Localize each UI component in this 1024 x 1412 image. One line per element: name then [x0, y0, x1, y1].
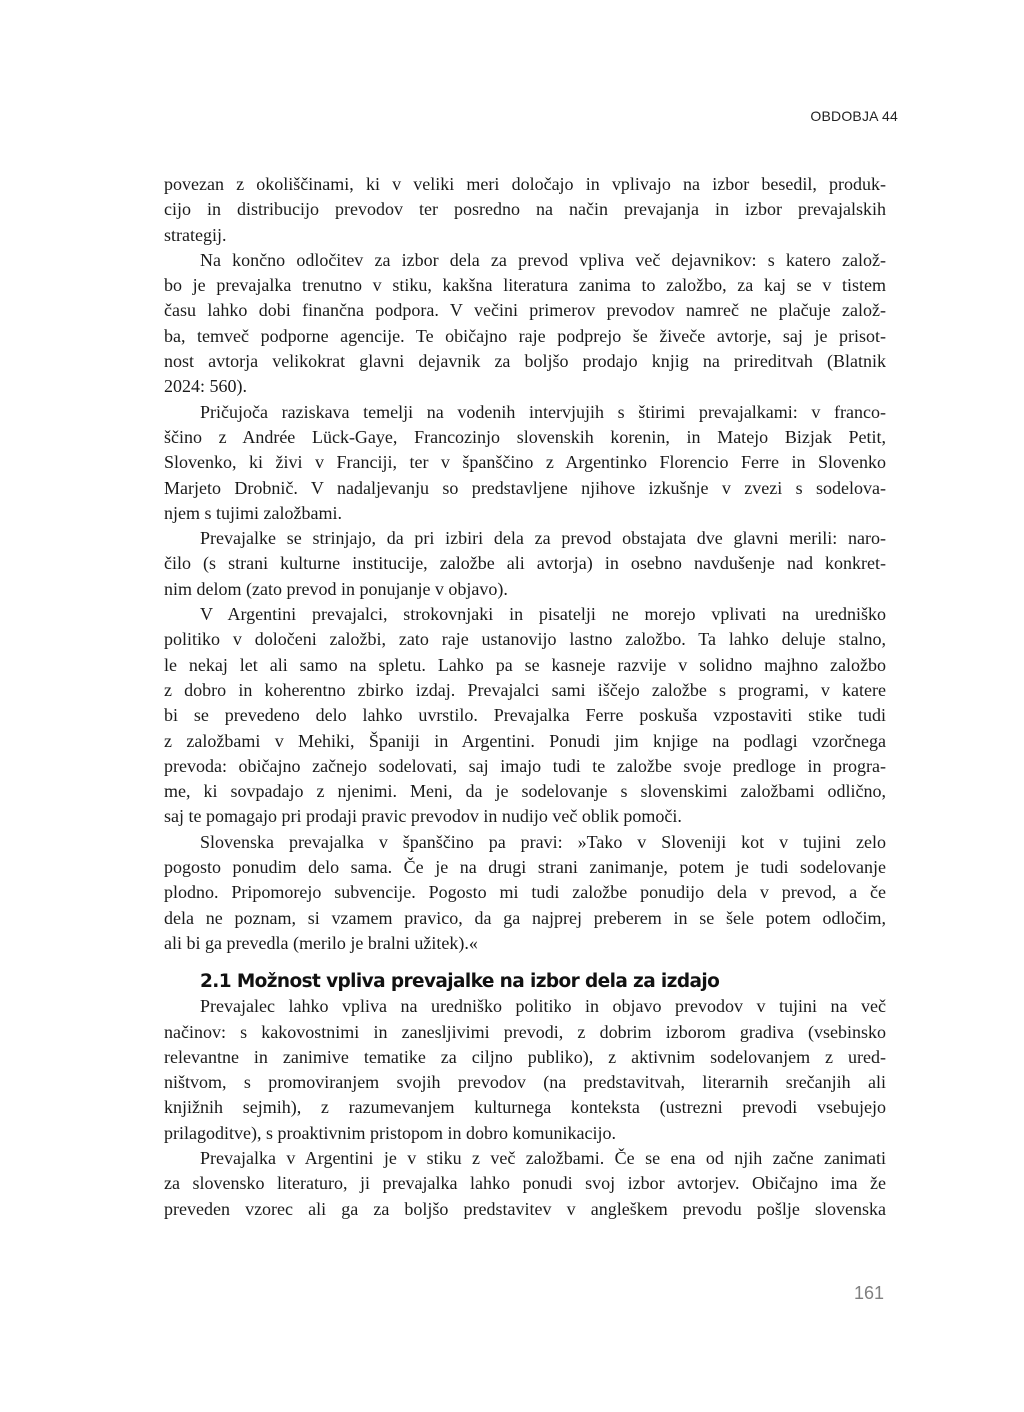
paragraph — [164, 526, 886, 602]
text-line: preveden vzorec ali ga za boljšo predstavitev v angleškem prevodu pošlje slovenska — [164, 1198, 886, 1219]
text-line: Slovenska prevajalka v španščino pa pravi: »Tako v Sloveniji kot v tujini zelo — [200, 831, 886, 852]
text-line: bo je prevajalka trenutno v stiku, kakšna literatura zanima to založbo, za kaj se v tistem — [164, 275, 886, 296]
text-line: prilagoditve), s proaktivnim pristopom in dobro komunikacijo. — [164, 1122, 616, 1143]
paragraph — [164, 1146, 886, 1222]
text-line: bi se prevedeno delo lahko uvrstilo. Prevajalka Ferre poskuša vzpostaviti stike tudi — [164, 705, 886, 726]
text-line: knjižnih sejmih), z razumevanjem kulturnega konteksta (ustrezni prevodi vsebujejo — [164, 1097, 886, 1118]
text-line: nim delom (zato prevod in ponujanje v objavo). — [164, 578, 508, 599]
text-line: Slovenko, ki živi v Franciji, ter v španščino z Argentinko Florencio Ferre in Slovenko — [164, 452, 886, 473]
text-line: strategij. — [164, 224, 227, 245]
text-line: njem s tujimi založbami. — [164, 502, 342, 523]
text-line: me, ki sovpadajo z njenimi. Meni, da je sodelovanje s slovenskimi založbami odlično, — [164, 781, 886, 802]
text-line: z dobro in koherentno zbirko izdaj. Prevajalci sami iščejo založbe s programi, v katere — [164, 679, 886, 700]
text-line: za slovensko literaturo, ji prevajalka lahko ponudi svoj izbor avtorjev. Običajno ima že — [164, 1173, 886, 1194]
text-line: cijo in distribucijo prevodov ter posredno na način prevajanja in izbor prevajalskih — [164, 199, 886, 220]
text-line: prevoda: običajno začnejo sodelovati, saj imajo tudi te založbe svoje predloge in progra- — [164, 755, 886, 776]
paragraphs-after-heading — [164, 994, 886, 1222]
paragraph — [164, 602, 886, 830]
text-line: Pričujoča raziskava temelji na vodenih intervjujih s štirimi prevajalkami: v franco- — [200, 401, 886, 422]
text-line: Marjeto Drobnič. V nadaljevanju so predstavljene njihove izkušnje v zvezi s sodelova- — [164, 477, 886, 498]
text-line: Na končno odločitev za izbor dela za prevod vpliva več dejavnikov: s katero založ- — [200, 249, 886, 270]
text-line: Prevajalke se strinjajo, da pri izbiri dela za prevod obstajata dve glavni merili: naro- — [200, 528, 886, 549]
text-line: ba, temveč podporne agencije. Te običajno raje podprejo še živeče avtorje, saj je prisot- — [164, 325, 886, 346]
text-line: načinov: s kakovostnimi in zanesljivimi prevodi, z dobrim izborom gradiva (vsebinsko — [164, 1021, 886, 1042]
paragraph — [164, 248, 886, 400]
text-line: plodno. Pripomorejo subvencije. Pogosto mi tudi založbe ponudijo dela v prevod, a če — [164, 882, 886, 903]
text-line: Prevajalec lahko vpliva na uredniško politiko in objavo prevodov v tujini na več — [200, 996, 886, 1017]
text-line: Prevajalka v Argentini je v stiku z več založbami. Če se ena od njih začne zanimati — [200, 1147, 886, 1168]
text-line: relevantne in zanimive tematike za ciljno publiko), z aktivnim sodelovanjem z ured- — [164, 1046, 886, 1067]
running-head: OBDOBJA 44 — [810, 108, 898, 124]
text-line: povezan z okoliščinami, ki v veliki meri določajo in vplivajo na izbor besedil, produk- — [164, 174, 886, 194]
text-line: ali bi ga prevedla (merilo je bralni užitek).« — [164, 932, 478, 953]
section-heading: 2.1 Možnost vpliva prevajalke na izbor dela za izdajo — [200, 971, 720, 993]
text-line: ščino z Andrée Lück-Gaye, Francozinjo slovenskih korenin, in Matejo Bizjak Petit, — [164, 426, 886, 447]
text-line: dela ne poznam, si vzamem pravico, da ga najprej preberem in se šele potem odločim, — [164, 907, 886, 928]
text-line: pogosto ponudim delo sama. Če je na drugi strani zanimanje, potem je tudi sodelovanje — [164, 857, 886, 878]
paragraph — [164, 400, 886, 526]
text-line: politiko v določeni založbi, zato raje ustanovijo lastno založbo. Ta lahko deluje stalno, — [164, 629, 886, 650]
text-line: z založbami v Mehiki, Španiji in Argentini. Ponudi jim knjige na podlagi vzorčnega — [164, 730, 886, 751]
paragraphs-before-heading — [164, 172, 886, 956]
text-line: ništvom, s promoviranjem svojih prevodov (na predstavitvah, literarnih srečanjih ali — [164, 1072, 886, 1093]
body-text — [164, 172, 886, 1222]
text-line: le nekaj let ali samo na spletu. Lahko pa se kasneje razvije v solidno majhno založbo — [164, 654, 886, 675]
text-line: V Argentini prevajalci, strokovnjaki in pisatelji ne morejo vplivati na uredniško — [200, 604, 886, 625]
paragraph — [164, 994, 886, 1146]
text-line: času lahko dobi finančna podpora. V večini primerov prevodov namreč ne plačuje založ- — [164, 300, 886, 321]
paragraph — [164, 830, 886, 956]
text-line: saj te pomagajo pri prodaji pravic prevodov in nudijo več oblik pomoči. — [164, 806, 682, 827]
text-line: 2024: 560). — [164, 376, 247, 397]
page-number: 161 — [853, 1283, 884, 1303]
paragraph — [164, 172, 886, 248]
text-line: nost avtorja velikokrat glavni dejavnik za boljšo prodajo knjig na prireditvah (Blatnik — [164, 351, 886, 372]
text-line: čilo (s strani kulturne institucije, založbe ali avtorja) in osebno navdušenje nad konkret- — [164, 553, 886, 574]
